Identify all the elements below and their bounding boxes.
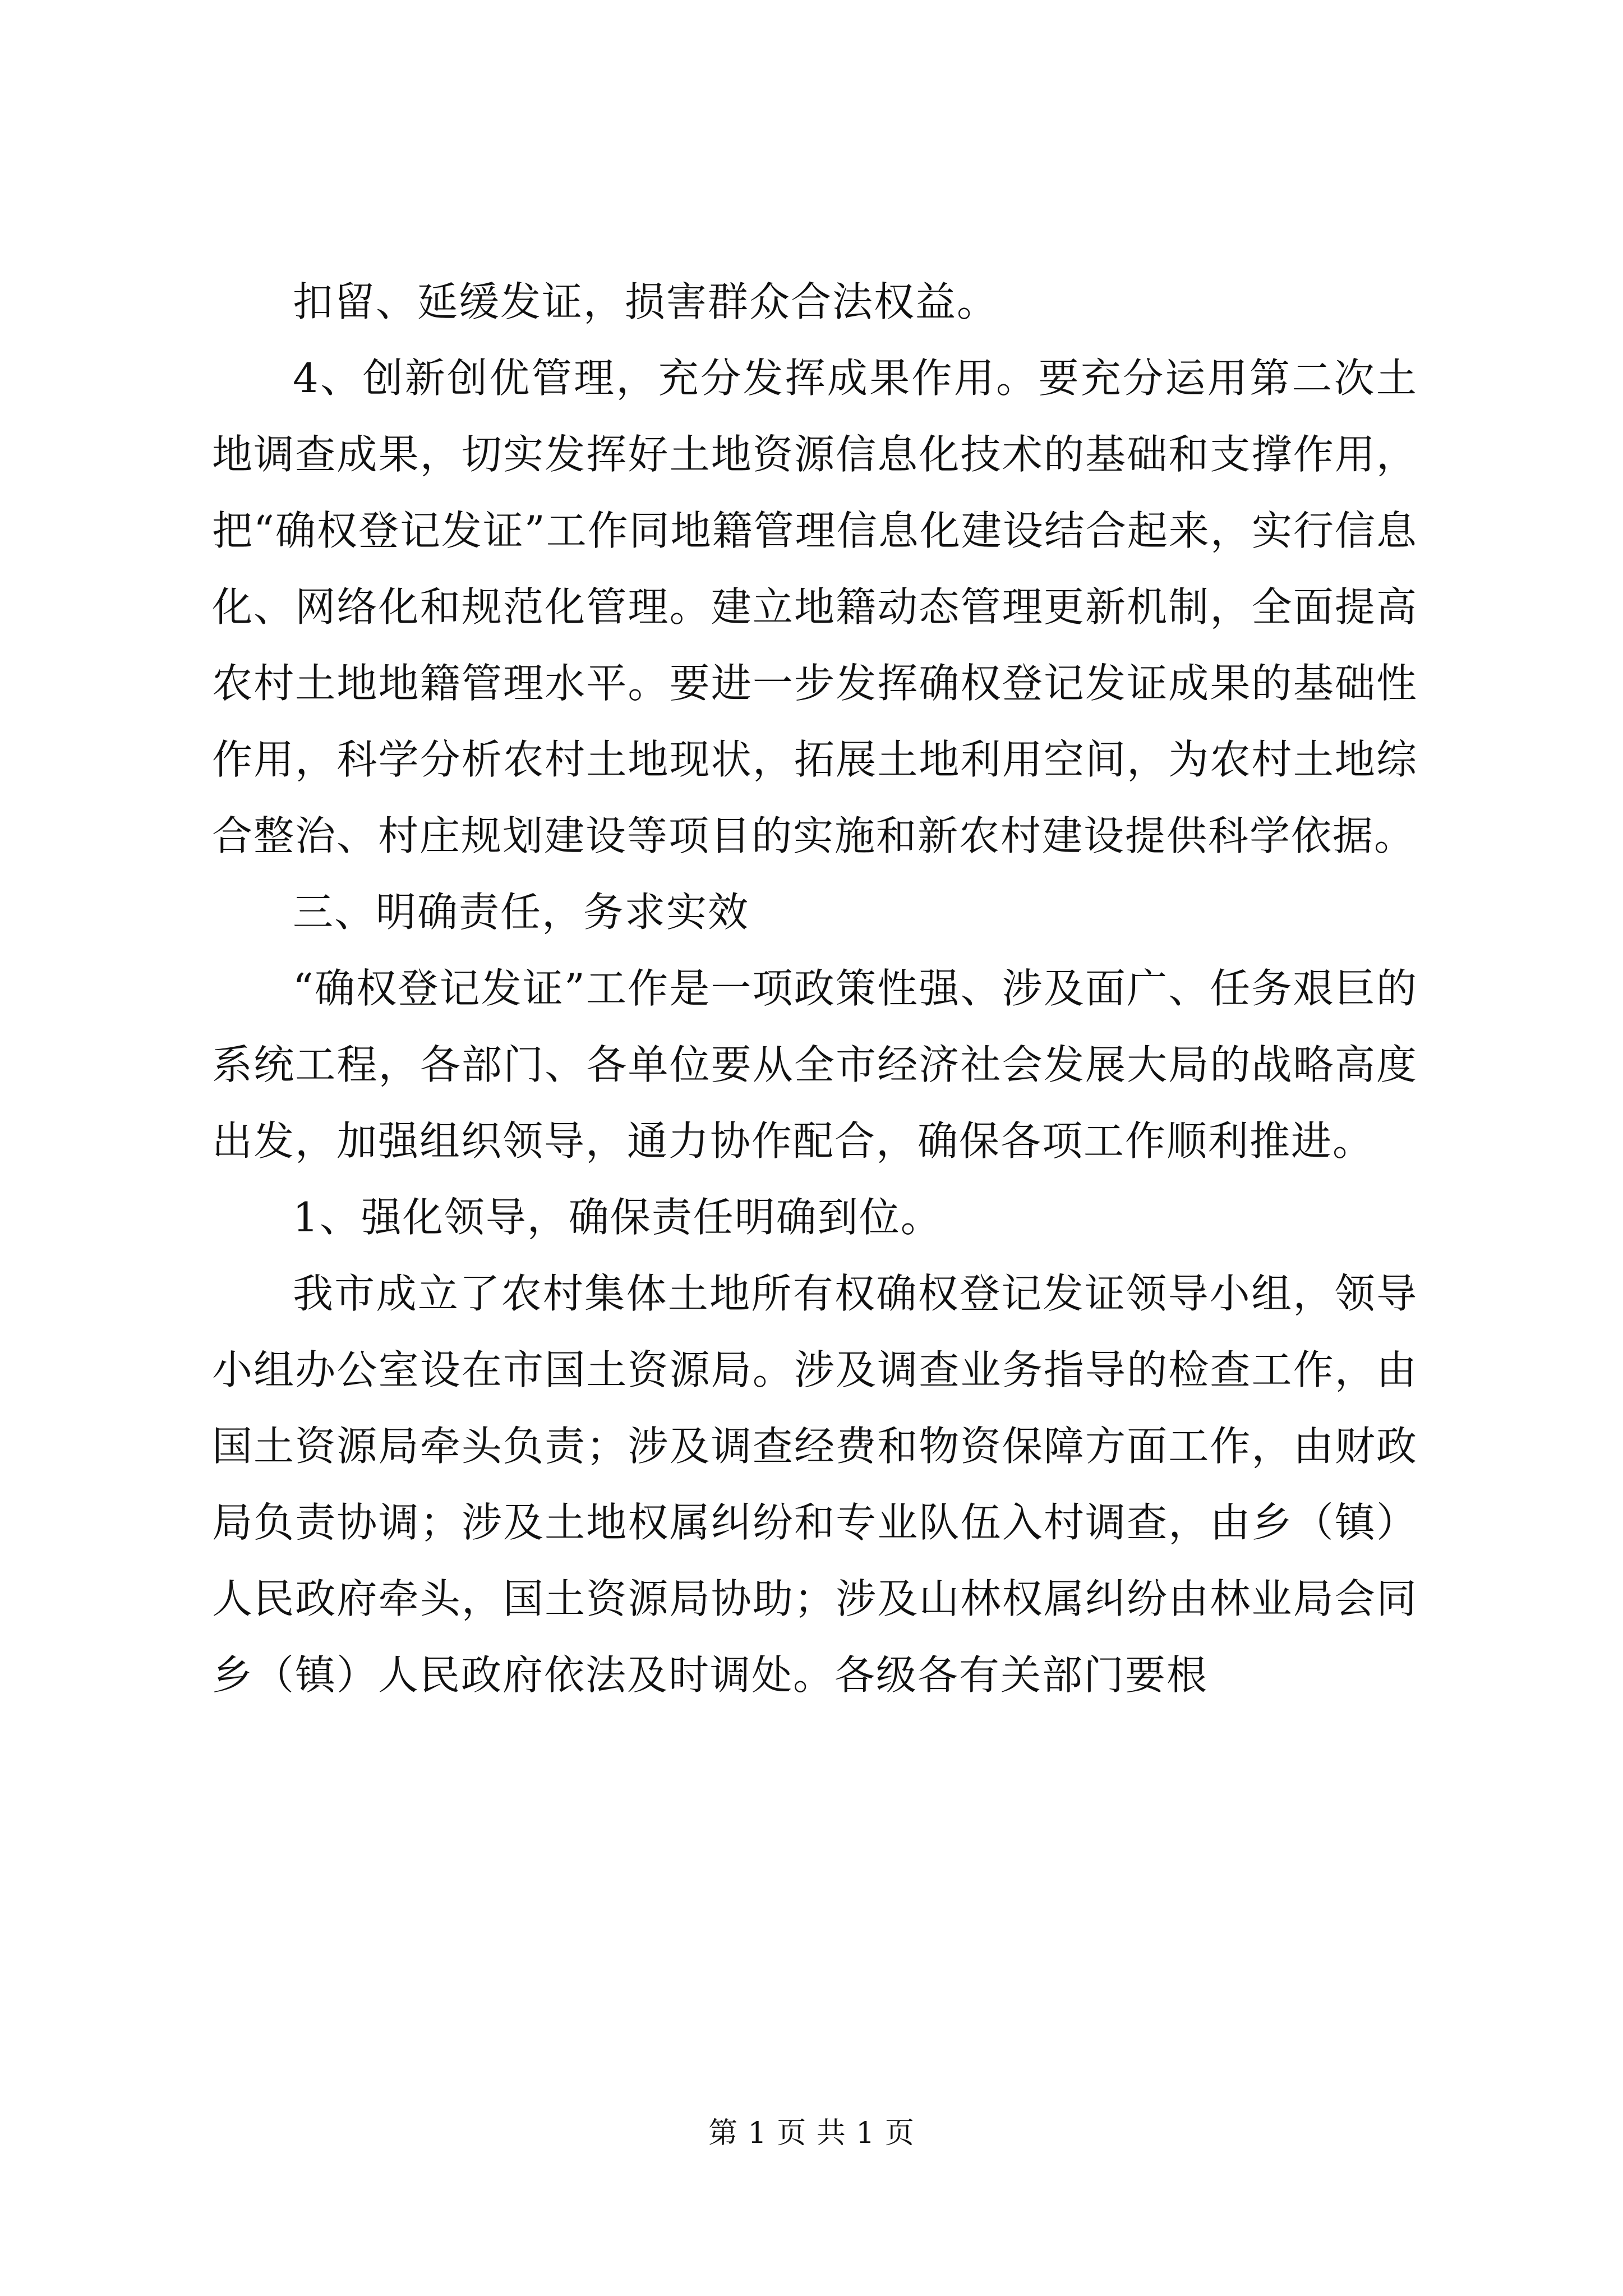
paragraph-4: 我市成立了农村集体土地所有权确权登记发证领导小组，领导小组办公室设在市国土资源局。涉及调查业务指导的检查工作，由国土资源局牵头负责；涉及调查经费和物资保障方面工作，由财政局负责协调；涉及土地权属纠纷和专业队伍入村调查，由乡（镇）人民政府牵头，国土资源局协助；涉及山林权属纠纷由林业局会同乡（镇）人民政府依法及时调处。各级各有关部门要根 [212,1270,1418,1699]
section-heading: 三、明确责任，务求实效 [293,889,750,936]
page-number-label: 第 1 页 共 1 页 [708,2116,915,2150]
subsection-heading: 1、强化领导，确保责任明确到位。 [293,1194,942,1241]
paragraph-2: 4、创新创优管理，充分发挥成果作用。要充分运用第二次土地调查成果，切实发挥好土地资源信息化技术的基础和支撑作用，把“确权登记发证”工作同地籍管理信息化建设结合起来，实行信息化、网络化和规范化管理。建立地籍动态管理更新机制，全面提高农村土地地籍管理水平。要进一步发挥确权登记发证成果的基础性作用，科学分析农村土地现状，拓展土地利用空间，为农村土地综合整治、村庄规划建设等项目的实施和新农村建设提供科学依据。 [212,355,1418,859]
paragraph-3: “确权登记发证”工作是一项政策性强、涉及面广、任务艰巨的系统工程，各部门、各单位要从全市经济社会发展大局的战略高度出发，加强组织领导，通力协作配合，确保各项工作顺利推进。 [212,965,1418,1165]
page-footer [0,2114,1623,2153]
paragraph-1: 扣留、延缓发证，损害群众合法权益。 [293,278,999,325]
document-body [212,264,1418,1713]
